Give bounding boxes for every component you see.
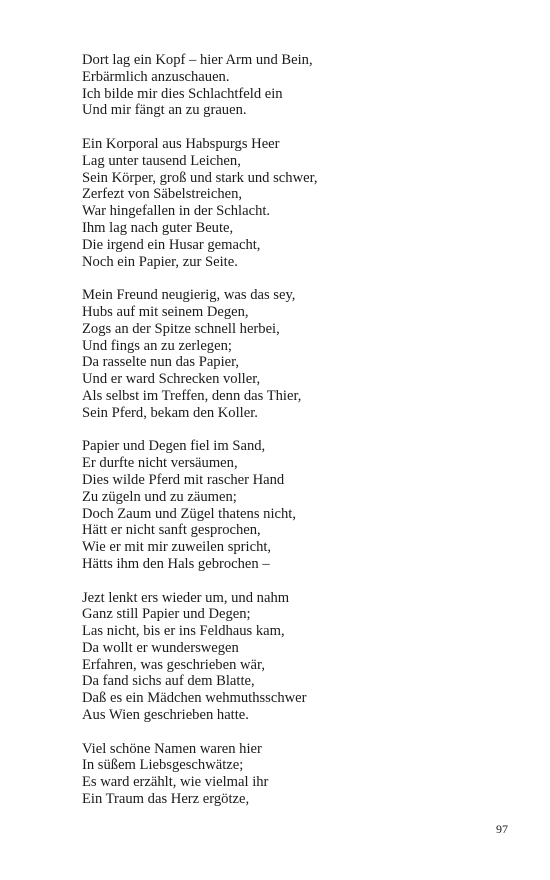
verse-line: Ich bilde mir dies Schlachtfeld ein (82, 85, 283, 102)
verse-line: Wie er mit mir zuweilen spricht, (82, 539, 272, 556)
verse-line: Sein Körper, groß und stark und schwer, (82, 169, 318, 186)
verse-line: Las nicht, bis er ins Feldhaus kam, (82, 623, 285, 640)
verse-line: Und er ward Schrecken voller, (82, 371, 261, 388)
poem-text (82, 52, 502, 825)
verse-line: Hätt er nicht sanft gesprochen, (82, 522, 261, 539)
verse-line: In süßem Liebsgeschwätze; (82, 757, 244, 774)
stanza-6 (82, 741, 502, 808)
verse-line: Da rasselte nun das Papier, (82, 354, 240, 371)
verse-line: Noch ein Papier, zur Seite. (82, 253, 238, 270)
verse-line: Zu zügeln und zu zäumen; (82, 488, 237, 505)
verse-line: Erbärmlich anzuschauen. (82, 68, 230, 85)
verse-line: War hingefallen in der Schlacht. (82, 203, 271, 220)
verse-line: Zogs an der Spitze schnell herbei, (82, 320, 280, 337)
verse-line: Die irgend ein Husar gemacht, (82, 236, 261, 253)
verse-line: Daß es ein Mädchen wehmuthsschwer (82, 690, 307, 707)
verse-line: Papier und Degen fiel im Sand, (82, 438, 266, 455)
verse-line: Dort lag ein Kopf – hier Arm und Bein, (82, 52, 313, 68)
verse-line: Hubs auf mit seinem Degen, (82, 303, 249, 320)
verse-line: Und fings an zu zerlegen; (82, 337, 232, 354)
verse-line: Ihm lag nach guter Beute, (82, 219, 234, 236)
verse-line: Es ward erzählt, wie vielmal ihr (82, 774, 269, 791)
verse-line: Dies wilde Pferd mit rascher Hand (82, 471, 285, 488)
verse-line: Als selbst im Treffen, denn das Thier, (82, 387, 302, 404)
verse-line: Mein Freund neugierig, was das sey, (82, 287, 296, 304)
verse-line: Jezt lenkt ers wieder um, und nahm (82, 589, 290, 606)
verse-line: Viel schöne Namen waren hier (82, 740, 262, 757)
verse-line: Da fand sichs auf dem Blatte, (82, 673, 255, 690)
verse-line: Ganz still Papier und Degen; (82, 606, 251, 623)
stanza-3 (82, 287, 502, 421)
verse-line: Ein Korporal aus Habspurgs Heer (82, 135, 280, 152)
stanza-5 (82, 590, 502, 724)
verse-line: Hätts ihm den Hals gebrochen – (82, 555, 270, 572)
stanza-4 (82, 438, 502, 572)
verse-line: Da wollt er wunderswegen (82, 639, 239, 656)
verse-line: Er durfte nicht versäumen, (82, 455, 238, 472)
verse-line: Erfahren, was geschrieben wär, (82, 656, 265, 673)
verse-line: Ein Traum das Herz ergötze, (82, 791, 250, 808)
verse-line: Aus Wien geschrieben hatte. (82, 707, 249, 724)
verse-line: Doch Zaum und Zügel thatens nicht, (82, 505, 296, 522)
verse-line: Zerfezt von Säbelstreichen, (82, 186, 243, 203)
verse-line: Lag unter tausend Leichen, (82, 152, 241, 169)
stanza-2 (82, 136, 502, 270)
verse-line: Und mir fängt an zu grauen. (82, 102, 247, 119)
stanza-1 (82, 52, 502, 119)
verse-line: Sein Pferd, bekam den Koller. (82, 404, 258, 421)
page-number: 97 (496, 822, 508, 836)
